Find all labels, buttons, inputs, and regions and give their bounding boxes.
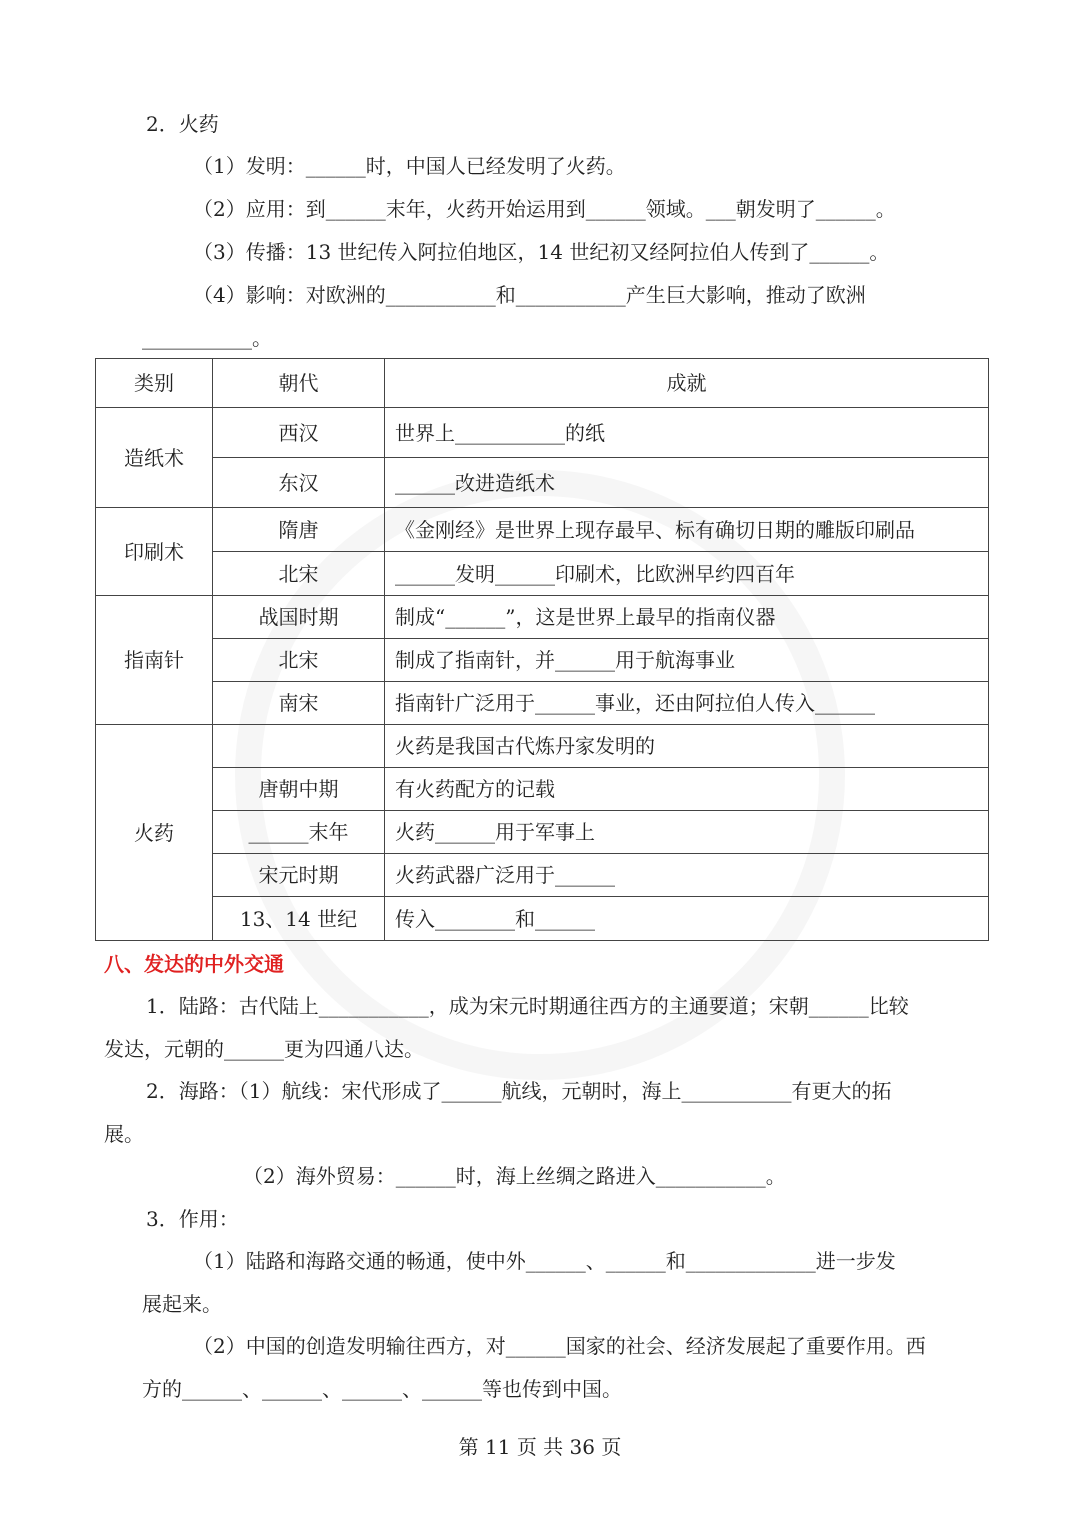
table-row bbox=[96, 768, 989, 811]
table-row bbox=[96, 508, 989, 552]
table-row bbox=[96, 682, 989, 725]
sea-trade-line: （2）海外贸易：______时，海上丝绸之路进入___________。 bbox=[243, 1164, 786, 1188]
gunpowder-impact-line1: （4）影响：对欧洲的___________和___________产生巨大影响，推动了欧洲 bbox=[193, 283, 866, 307]
dynasty-cell: 13、14 世纪 bbox=[213, 897, 385, 941]
sea-route-line2: 展。 bbox=[104, 1122, 144, 1146]
table-row bbox=[96, 639, 989, 682]
gunpowder-title: 2．火药 bbox=[146, 112, 219, 136]
achievement-cell: 传入________和______ bbox=[385, 897, 989, 941]
dynasty-cell: 北宋 bbox=[213, 552, 385, 596]
gunpowder-application: （2）应用：到______末年，火药开始运用到______领域。___朝发明了______。 bbox=[193, 197, 896, 221]
table-row bbox=[96, 596, 989, 639]
header-category: 类别 bbox=[96, 359, 213, 408]
gunpowder-spread: （3）传播：13 世纪传入阿拉伯地区，14 世纪初又经阿拉伯人传到了______。 bbox=[193, 240, 890, 264]
dynasty-cell: 隋唐 bbox=[213, 508, 385, 552]
section8-heading: 八、发达的中外交通 bbox=[104, 952, 284, 976]
header-dynasty: 朝代 bbox=[213, 359, 385, 408]
achievement-cell: 世界上___________的纸 bbox=[385, 408, 989, 458]
achievement-cell: 火药是我国古代炼丹家发明的 bbox=[385, 725, 989, 768]
table-row bbox=[96, 552, 989, 596]
effect2-line2: 方的______、______、______、______等也传到中国。 bbox=[142, 1377, 622, 1401]
effect1-line1: （1）陆路和海路交通的畅通，使中外______、______和_____________进一步发 bbox=[193, 1249, 896, 1273]
sea-route-line1: 2．海路：（1）航线：宋代形成了______航线，元朝时，海上___________有更大的拓 bbox=[146, 1079, 892, 1103]
dynasty-cell: 宋元时期 bbox=[213, 854, 385, 897]
dynasty-cell: 战国时期 bbox=[213, 596, 385, 639]
land-route-line1: 1．陆路：古代陆上___________，成为宋元时期通往西方的主通要道；宋朝______比较 bbox=[146, 994, 909, 1018]
dynasty-cell: 西汉 bbox=[213, 408, 385, 458]
dynasty-cell: 北宋 bbox=[213, 639, 385, 682]
gunpowder-impact-line2: ___________。 bbox=[142, 326, 272, 350]
land-route-line2: 发达，元朝的______更为四通八达。 bbox=[104, 1037, 424, 1061]
table-row bbox=[96, 458, 989, 508]
achievement-cell: 火药武器广泛用于______ bbox=[385, 854, 989, 897]
table-row bbox=[96, 725, 989, 768]
achievement-cell: 制成了指南针，并______用于航海事业 bbox=[385, 639, 989, 682]
category-cell: 指南针 bbox=[96, 596, 213, 725]
table-row bbox=[96, 811, 989, 854]
table-header-row bbox=[96, 359, 989, 408]
category-cell: 火药 bbox=[96, 725, 213, 941]
dynasty-cell: 唐朝中期 bbox=[213, 768, 385, 811]
achievement-cell: 《金刚经》是世界上现存最早、标有确切日期的雕版印刷品 bbox=[385, 508, 989, 552]
achievement-cell: 制成“______”，这是世界上最早的指南仪器 bbox=[385, 596, 989, 639]
table-row bbox=[96, 854, 989, 897]
dynasty-cell: 东汉 bbox=[213, 458, 385, 508]
category-cell: 印刷术 bbox=[96, 508, 213, 596]
dynasty-cell: 南宋 bbox=[213, 682, 385, 725]
achievement-cell: ______发明______印刷术，比欧洲早约四百年 bbox=[385, 552, 989, 596]
category-cell: 造纸术 bbox=[96, 408, 213, 508]
effect2-line1: （2）中国的创造发明输往西方，对______国家的社会、经济发展起了重要作用。西 bbox=[193, 1334, 926, 1358]
table-row bbox=[96, 897, 989, 941]
effect1-line2: 展起来。 bbox=[142, 1292, 222, 1316]
header-achievement: 成就 bbox=[385, 359, 989, 408]
table-row bbox=[96, 408, 989, 458]
effect-title: 3．作用： bbox=[146, 1207, 239, 1231]
page-number-footer: 第 11 页 共 36 页 bbox=[458, 1435, 622, 1459]
dynasty-cell: ______末年 bbox=[213, 811, 385, 854]
achievement-cell: 指南针广泛用于______事业，还由阿拉伯人传入______ bbox=[385, 682, 989, 725]
achievement-cell: 火药______用于军事上 bbox=[385, 811, 989, 854]
achievement-cell: ______改进造纸术 bbox=[385, 458, 989, 508]
achievement-cell: 有火药配方的记载 bbox=[385, 768, 989, 811]
gunpowder-invention: （1）发明：______时，中国人已经发明了火药。 bbox=[193, 154, 626, 178]
achievements-table bbox=[95, 358, 989, 941]
dynasty-cell bbox=[213, 725, 385, 768]
